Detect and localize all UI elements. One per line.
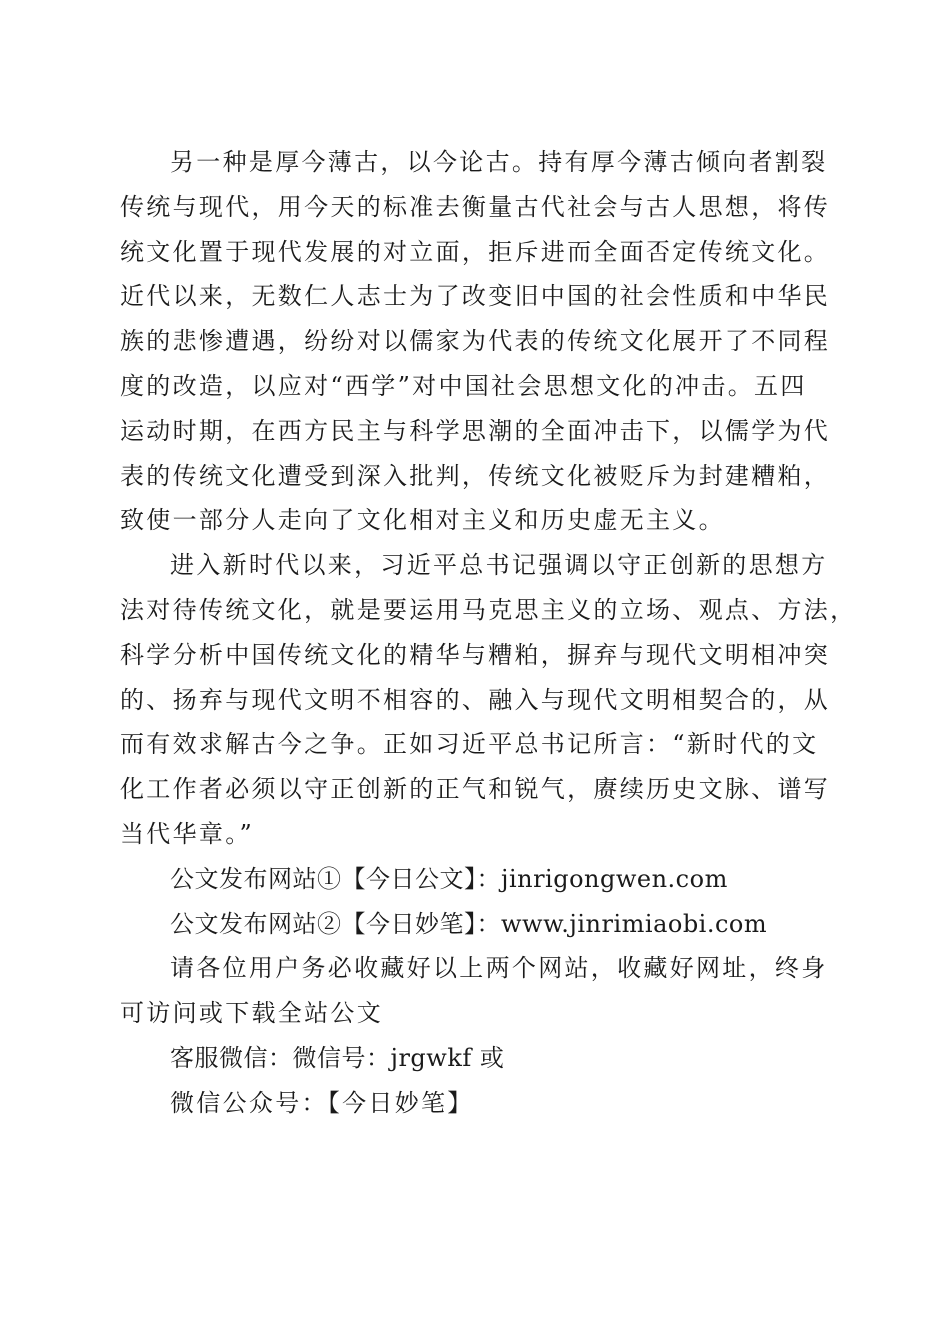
- text-line: 族的悲惨遭遇，纷纷对以儒家为代表的传统文化展开了不同程: [120, 327, 831, 356]
- text-line: 法对待传统文化，就是要运用马克思主义的立场、观点、方法，: [120, 595, 857, 624]
- site-link-2: 公文发布网站②【今日妙笔】：www.jinrimiaobi.com: [170, 909, 768, 938]
- text-line: 进入新时代以来，习近平总书记强调以守正创新的思想方: [170, 551, 828, 580]
- text-line: 度的改造，以应对“西学”对中国社会思想文化的冲击。五四: [120, 371, 807, 400]
- text-line: 传统与现代，用今天的标准去衡量古代社会与古人思想，将传: [120, 192, 831, 221]
- text-line: 另一种是厚今薄古，以今论古。持有厚今薄古倾向者割裂: [170, 148, 828, 176]
- text-line: 而有效求解古今之争。正如习近平总书记所言：“新时代的文: [120, 730, 819, 759]
- text-line: 致使一部分人走向了文化相对主义和历史虚无主义。: [120, 506, 725, 535]
- text-line: 表的传统文化遭受到深入批判，传统文化被贬斥为封建糟粕，: [120, 461, 831, 490]
- notice-line: 请各位用户务必收藏好以上两个网站，收藏好网址，终身: [170, 954, 828, 983]
- notice-line: 可访问或下载全站公文: [120, 999, 383, 1028]
- text-line: 近代以来，无数仁人志士为了改变旧中国的社会性质和中华民: [120, 282, 831, 311]
- text-line: 化工作者必须以守正创新的正气和锐气，赓续历史文脉、谱写: [120, 775, 831, 804]
- official-account-line: 微信公众号：【今日妙笔】: [170, 1088, 474, 1117]
- document-page: [120, 140, 857, 1126]
- footer-notice: [120, 857, 832, 1126]
- customer-service-line: 客服微信：微信号：jrgwkf 或: [170, 1043, 505, 1072]
- site-link-1: 公文发布网站①【今日公文】：jinrigongwen.com: [170, 864, 728, 893]
- text-line: 运动时期，在西方民主与科学思潮的全面冲击下，以儒学为代: [120, 416, 831, 445]
- text-line: 科学分析中国传统文化的精华与糟粕，摒弃与现代文明相冲突: [120, 640, 831, 669]
- paragraph-1: [120, 140, 832, 543]
- text-line: 的、扬弃与现代文明不相容的、融入与现代文明相契合的，从: [120, 685, 831, 714]
- text-line: 统文化置于现代发展的对立面，拒斥进而全面否定传统文化。: [120, 237, 831, 266]
- paragraph-2: [120, 543, 857, 857]
- text-line: 当代华章。”: [120, 819, 255, 848]
